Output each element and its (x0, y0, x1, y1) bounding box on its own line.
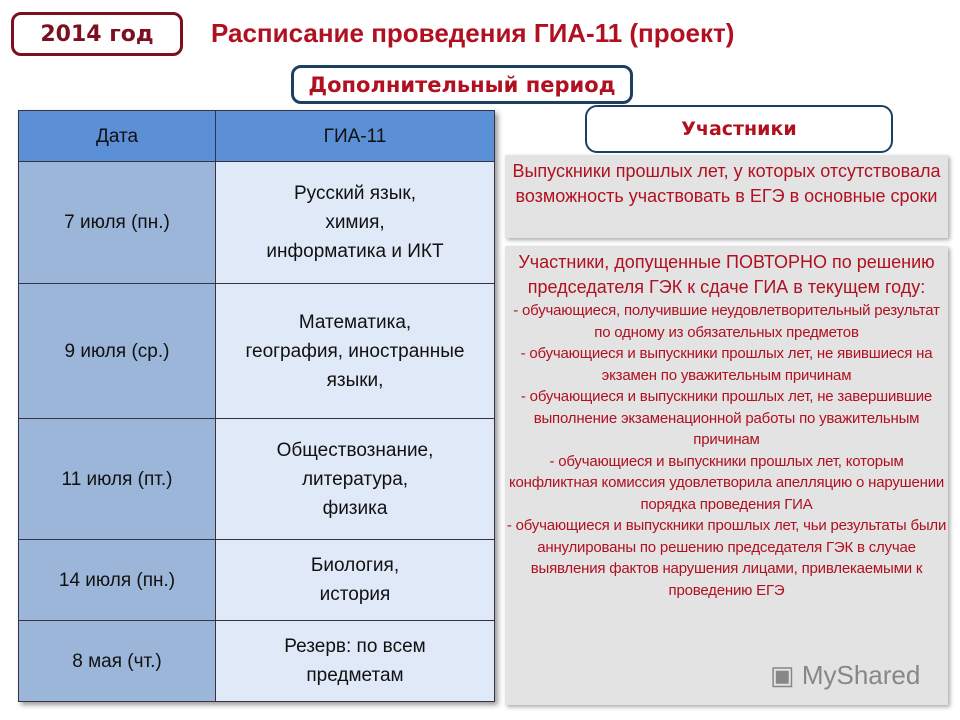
header-date: Дата (19, 111, 216, 162)
watermark (770, 660, 920, 691)
participants-box-repeat (505, 246, 948, 705)
subject: Обществознание, (276, 439, 434, 461)
subject: предметам (306, 665, 404, 686)
subjects-cell (216, 284, 495, 419)
table-header (19, 111, 495, 162)
table-row (19, 419, 495, 540)
subject: Резерв: по всем (284, 636, 426, 657)
repeat-heading: Участники, допущенные ПОВТОРНО по решению председателя ГЭК к сдаче ГИА в текущем году: (518, 252, 935, 297)
subject: языки, (326, 369, 384, 391)
list-item: - обучающиеся и выпускники прошлых лет, которым конфликтная комиссия удовлетворила апелляцию о нарушении порядка проведения ГИА (508, 452, 945, 513)
year-badge: 2014 год (11, 12, 183, 56)
subject: география, иностранные (245, 340, 465, 362)
schedule-table (18, 110, 495, 702)
date-cell: 11 июля (пт.) (19, 419, 216, 540)
subject: Математика, (298, 311, 412, 333)
list-item: - обучающиеся и выпускники прошлых лет, не явившиеся на экзамен по уважительным причинам (520, 345, 933, 384)
date-cell: 7 июля (пн.) (19, 162, 216, 284)
subject: информатика и ИКТ (266, 241, 444, 262)
subject: химия, (325, 212, 385, 233)
list-item: - обучающиеся, получившие неудовлетворительный результат по одному из обязательных предметов (513, 302, 940, 341)
subject: литература, (301, 468, 409, 490)
date-cell: 8 мая (чт.) (19, 621, 216, 702)
list-item: - обучающиеся и выпускники прошлых лет, чьи результаты были аннулированы по решению председателя ГЭК в случае выявления фактов нарушения лицами, привлекаемыми к проведению ЕГЭ (506, 517, 947, 599)
date-cell: 14 июля (пн.) (19, 540, 216, 621)
participants-label: Участники (585, 105, 893, 153)
subjects-cell (216, 540, 495, 621)
period-badge: Дополнительный период (291, 65, 633, 104)
header-gia: ГИА-11 (216, 111, 495, 162)
subjects-cell (216, 419, 495, 540)
subjects-cell (216, 162, 495, 284)
subject: история (319, 584, 391, 605)
subject: Русский язык, (293, 183, 417, 204)
table-row (19, 540, 495, 621)
page-title: Расписание проведения ГИА-11 (проект) (211, 18, 735, 48)
table-row (19, 284, 495, 419)
presentation-icon: ▣ (770, 660, 795, 690)
list-item: - обучающиеся и выпускники прошлых лет, не завершившие выполнение экзаменационной работы по уважительным причинам (520, 388, 933, 448)
subject: физика (322, 497, 388, 519)
participants-box-graduates: Выпускники прошлых лет, у которых отсутствовала возможность участвовать в ЕГЭ в основные сроки (505, 155, 948, 238)
date-cell: 9 июля (ср.) (19, 284, 216, 419)
subject: Биология, (310, 555, 400, 576)
table-row (19, 162, 495, 284)
watermark-text: MyShared (801, 660, 921, 690)
table-row (19, 621, 495, 702)
subjects-cell (216, 621, 495, 702)
